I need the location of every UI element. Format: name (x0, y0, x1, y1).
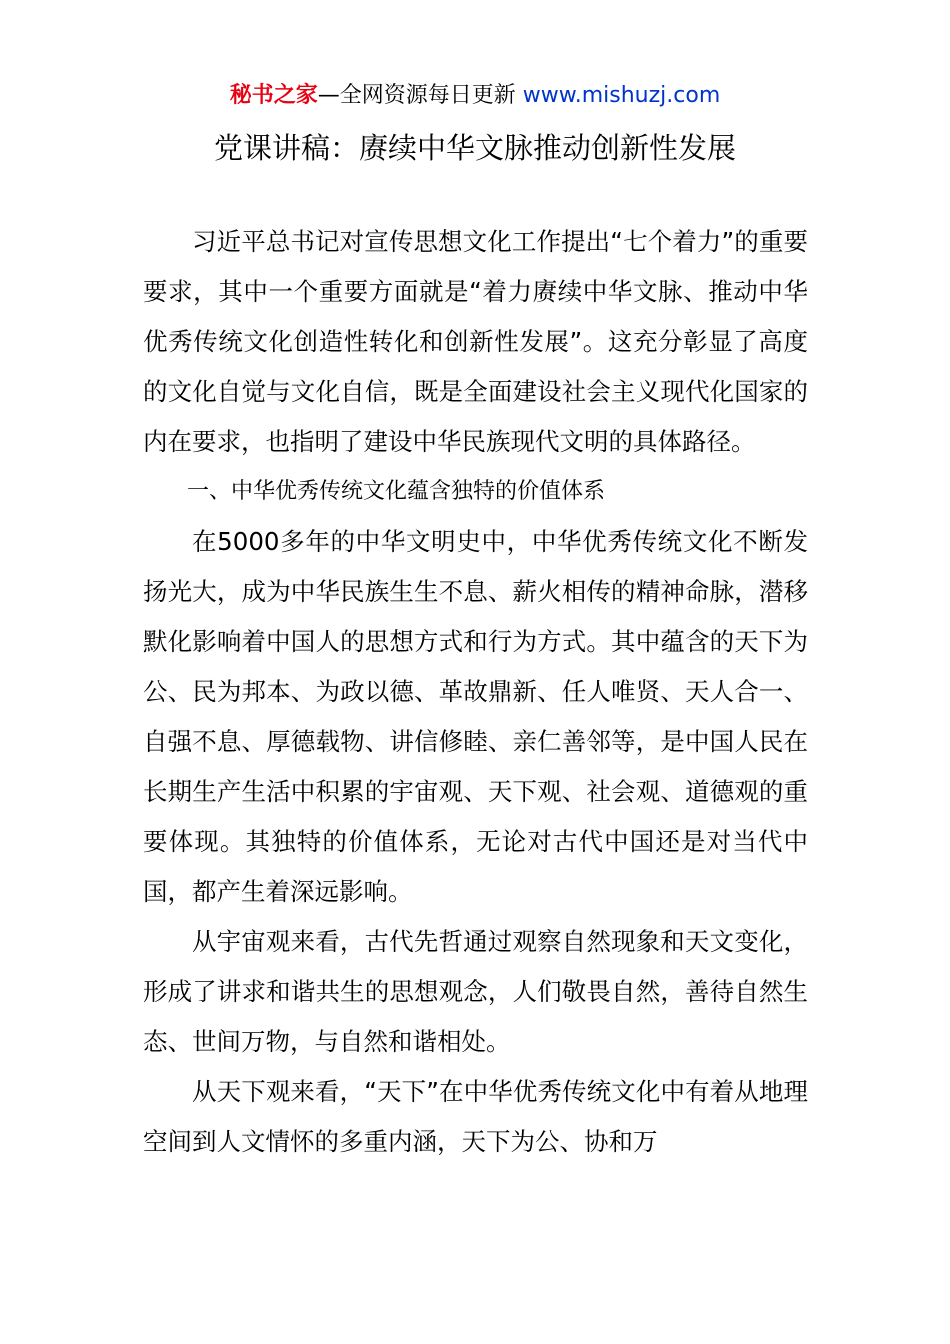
document-body (143, 217, 808, 1167)
site-header (0, 80, 950, 112)
page-title: 党课讲稿：赓续中华文脉推动创新性发展 (213, 131, 736, 165)
header-tagline: —全网资源每日更新 (317, 83, 516, 108)
intro-paragraph: 习近平总书记对宣传思想文化工作提出“七个着力”的重要要求，其中一个重要方面就是“着力赓续中华文脉、推动中华优秀传统文化创造性转化和创新性发展”。这充分彰显了高度的文化自觉与文化自信，既是全面建设社会主义现代化国家的内在要求，也指明了建设中华民族现代文明的具体路径。 (143, 227, 808, 456)
body-paragraph: 从天下观来看，“天下”在中华优秀传统文化中有着从地理空间到人文情怀的多重内涵，天下为公、协和万 (143, 1077, 808, 1156)
brand-name: 秘书之家 (229, 83, 318, 108)
site-url-link[interactable]: www.mishuzj.com (522, 83, 721, 108)
section-heading: 一、中华优秀传统文化蕴含独特的价值体系 (187, 479, 606, 504)
body-paragraph: 在5000多年的中华文明史中，中华优秀传统文化不断发扬光大，成为中华民族生生不息、薪火相传的精神命脉，潜移默化影响着中国人的思想方式和行为方式。其中蕴含的天下为公、民为邦本、为政以德、革故鼎新、任人唯贤、天人合一、自强不息、厚德载物、讲信修睦、亲仁善邻等，是中国人民在长期生产生活中积累的宇宙观、天下观、社会观、道德观的重要体现。其独特的价值体系，无论对古代中国还是对当代中国，都产生着深远影响。 (143, 527, 808, 906)
body-paragraph: 从宇宙观来看，古代先哲通过观察自然现象和天文变化，形成了讲求和谐共生的思想观念，人们敬畏自然，善待自然生态、世间万物，与自然和谐相处。 (143, 927, 808, 1056)
